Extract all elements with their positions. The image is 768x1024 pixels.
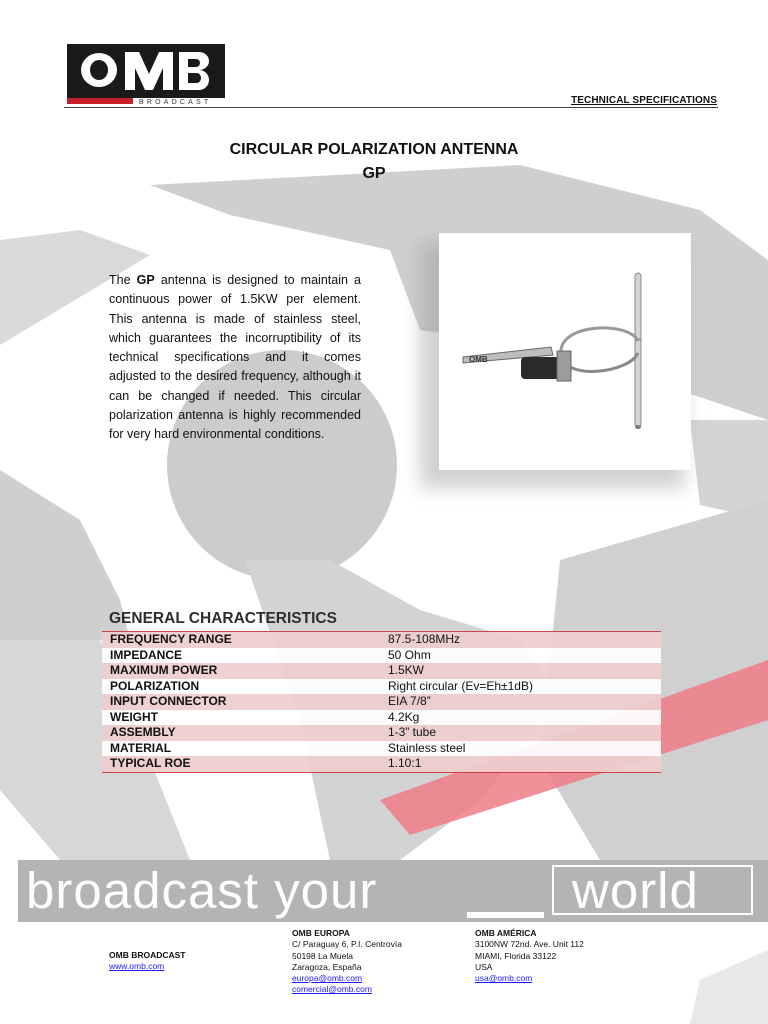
spec-value: EIA 7/8” xyxy=(380,694,661,710)
product-description xyxy=(109,271,361,445)
section-label: TECHNICAL SPECIFICATIONS xyxy=(571,95,717,106)
title-model: GP xyxy=(362,165,386,182)
spec-value: 1.5KW xyxy=(380,663,661,679)
spec-name: TYPICAL ROE xyxy=(102,756,380,772)
header-rule xyxy=(64,107,718,108)
table-row xyxy=(102,694,661,710)
description-body: antenna is designed to maintain a continuous power of 1.5KW per element. This antenna is made of stainless steel, which guarantees the incorruptibility of its technical specifications and it comes adjusted to the desired frequency, although it can be changed if needed. This circular polarization antenna is highly recommended for very hard environmental conditions. xyxy=(109,273,361,442)
photo-omb-label: OMB xyxy=(469,355,488,364)
spec-name: POLARIZATION xyxy=(102,679,380,695)
spec-value: 50 Ohm xyxy=(380,648,661,664)
slogan-world: world xyxy=(572,862,699,919)
footer-europa-name: OMB EUROPA xyxy=(292,928,350,938)
table-row xyxy=(102,648,661,664)
spec-name: MATERIAL xyxy=(102,741,380,757)
product-photo xyxy=(439,233,691,470)
spec-name: ASSEMBLY xyxy=(102,725,380,741)
spec-value: 4.2Kg xyxy=(380,710,661,726)
spec-value: 1.10:1 xyxy=(380,756,661,772)
footer-europa-email[interactable]: europa@omb.com xyxy=(292,973,363,984)
spec-name: IMPEDANCE xyxy=(102,648,380,664)
slogan-text xyxy=(26,859,377,923)
footer-company-name: OMB BROADCAST xyxy=(109,950,186,960)
slogan-underscore xyxy=(467,912,544,918)
footer-america xyxy=(475,928,584,984)
table-row xyxy=(102,741,661,757)
footer-web-link[interactable]: www.omb.com xyxy=(109,961,165,972)
table-row xyxy=(102,725,661,741)
footer-america-address2: MIAMI, Florida 33122 xyxy=(475,950,557,961)
table-row xyxy=(102,663,661,679)
title-line1: CIRCULAR POLARIZATION ANTENNA xyxy=(229,141,519,158)
antenna-illustration xyxy=(439,233,691,470)
footer-america-address3: USA xyxy=(475,961,493,972)
table-row xyxy=(102,710,661,726)
footer-comercial-email[interactable]: comercial@omb.com xyxy=(292,984,372,995)
omb-broadcast-logo xyxy=(67,44,225,106)
footer-america-name: OMB AMÉRICA xyxy=(475,928,537,938)
spec-name: WEIGHT xyxy=(102,710,380,726)
characteristics-table xyxy=(102,631,661,773)
logo-subtext: BROADCAST xyxy=(139,99,212,106)
page-title xyxy=(0,138,748,186)
footer-europa xyxy=(292,928,402,996)
spec-name: FREQUENCY RANGE xyxy=(102,632,380,648)
footer-usa-email[interactable]: usa@omb.com xyxy=(475,973,533,984)
characteristics-title: GENERAL CHARACTERISTICS xyxy=(109,610,337,627)
spec-value: 1-3” tube xyxy=(380,725,661,741)
description-model: GP xyxy=(136,273,155,287)
table-row xyxy=(102,679,661,695)
footer-europa-address1: C/ Paraguay 6, P.I. Centrovía xyxy=(292,939,402,950)
footer-america-address1: 3100NW 72nd. Ave. Unit 112 xyxy=(475,939,584,950)
slogan-main: broadcast your xyxy=(26,862,378,919)
spec-value: Right circular (Ev=Eh±1dB) xyxy=(380,679,661,695)
spec-name: INPUT CONNECTOR xyxy=(102,694,380,710)
spec-value: 87.5-108MHz xyxy=(380,632,661,648)
footer-company xyxy=(109,950,186,973)
footer-europa-address2: 50198 La Muela xyxy=(292,950,353,961)
spec-name: MAXIMUM POWER xyxy=(102,663,380,679)
description-lead: The xyxy=(109,273,137,287)
spec-value: Stainless steel xyxy=(380,741,661,757)
table-row xyxy=(102,756,661,772)
table-row xyxy=(102,632,661,648)
footer-europa-address3: Zaragoza, España xyxy=(292,961,362,972)
